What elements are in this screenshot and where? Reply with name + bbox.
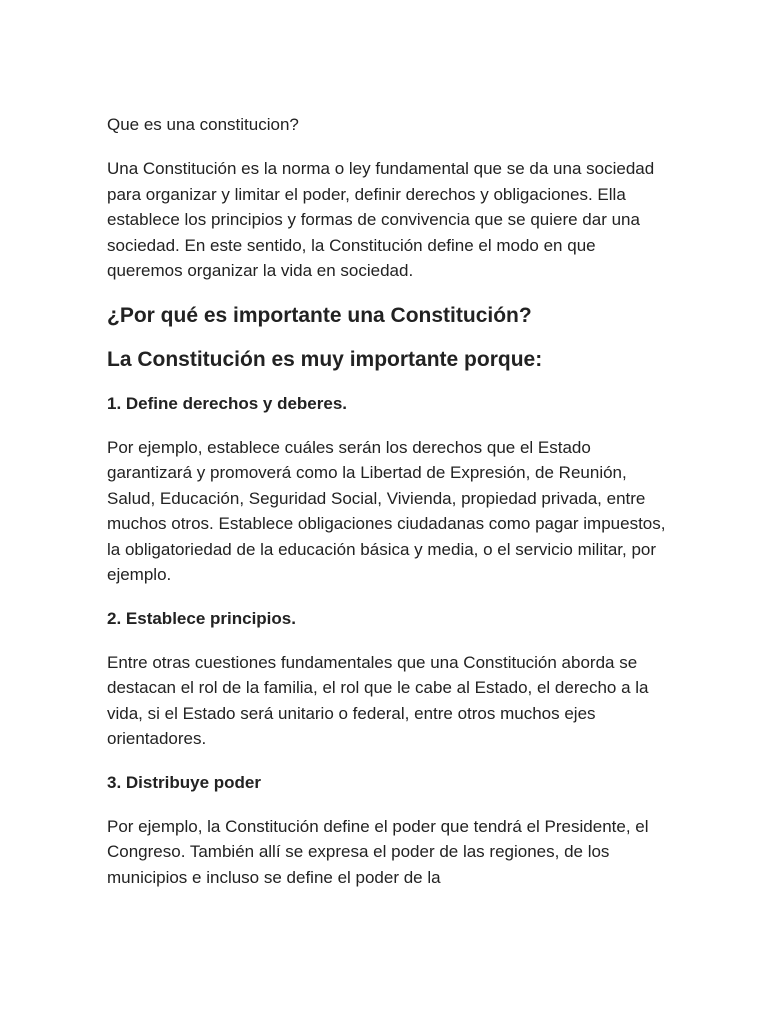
heading-importance: ¿Por qué es importante una Constitución? [107, 303, 532, 327]
heading-reasons: La Constitución es muy importante porque: [107, 347, 543, 371]
section-text-2: Entre otras cuestiones fundamentales que una Constitución aborda se destacan el rol de la familia, el rol que le cabe al Estado, el derecho a la vida, si el Estado será unitario o federal, entre otros muchos ejes orientadores. [107, 652, 649, 748]
section-title-2: 2. Establece principios. [107, 608, 296, 628]
section-text-1: Por ejemplo, establece cuáles serán los derechos que el Estado garantizará y promoverá como la Libertad de Expresión, de Reunión, Salud, Educación, Seguridad Social, Vivienda, propiedad privada, entre muchos otros. Establece obligaciones ciudadanas como pagar impuestos, la obligatoriedad de la educación básica y media, o el servicio militar, por ejemplo. [107, 437, 666, 584]
intro-paragraph: Una Constitución es la norma o ley fundamental que se da una sociedad para organizar y limitar el poder, definir derechos y obligaciones. Ella establece los principios y formas de convivencia que se quiere dar una sociedad. En este sentido, la Constitución define el modo en que queremos organizar la vida en sociedad. [107, 159, 655, 280]
document-question: Que es una constitucion? [107, 115, 299, 134]
section-title-1: 1. Define derechos y deberes. [107, 393, 347, 413]
document-page [107, 112, 667, 890]
section-text-3: Por ejemplo, la Constitución define el poder que tendrá el Presidente, el Congreso. También allí se expresa el poder de las regiones, de los municipios e incluso se define el poder de la [107, 816, 649, 887]
section-title-3: 3. Distribuye poder [107, 772, 261, 792]
